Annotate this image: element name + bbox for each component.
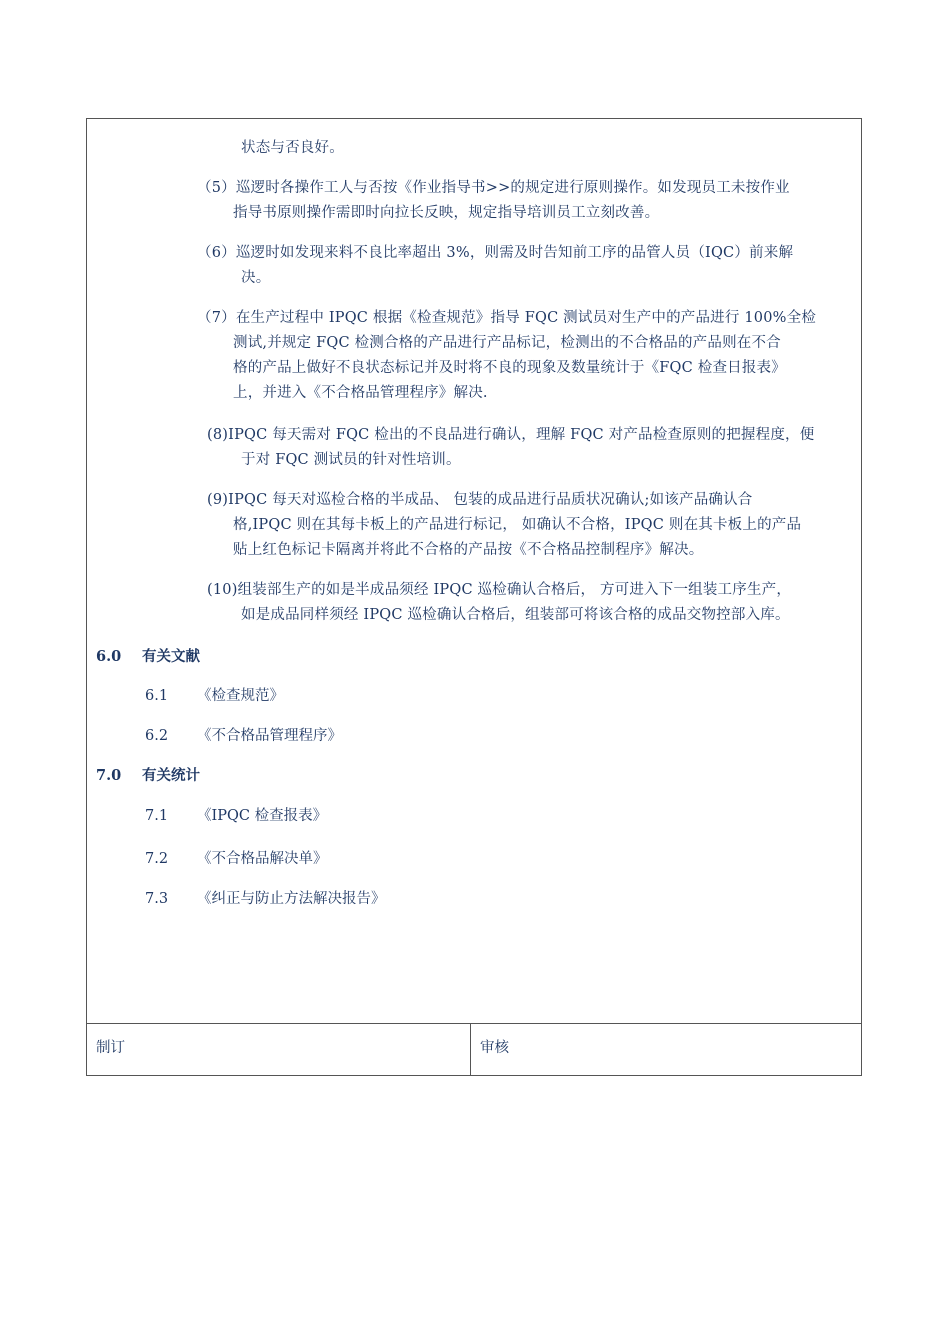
reviewed-by-label: 审核 xyxy=(480,1040,509,1056)
section-6-title: 有关文献 xyxy=(142,648,200,665)
record-item xyxy=(145,803,327,829)
section-7-number: 7.0 xyxy=(96,767,122,784)
reference-item xyxy=(145,723,342,749)
item-9-line-2: 格,IPQC 则在其每卡板上的产品进行标记， 如确认不合格，IPQC 则在其卡板上的产品 xyxy=(233,517,802,533)
reference-number: 6.2 xyxy=(145,728,169,744)
item-7-line-3: 格的产品上做好不良状态标记并及时将不良的现象及数量统计于《FQC 检查日报表》 xyxy=(233,360,786,376)
reference-item xyxy=(145,683,284,709)
item-10-line-1: (10)组装部生产的如是半成品须经 IPQC 巡检确认合格后， 方可进入下一组装工序生产， xyxy=(207,582,792,598)
record-title: 《不合格品解决单》 xyxy=(197,851,328,867)
section-6-heading xyxy=(96,644,200,670)
item-6-line-2: 决。 xyxy=(241,270,271,286)
item-5-line-2: 指导书原则操作需即时向拉长反映，规定指导培训员工立刻改善。 xyxy=(233,205,660,221)
item-7-line-4: 上，并进入《不合格品管理程序》解决. xyxy=(233,385,488,401)
item-4-continuation: 状态与否良好。 xyxy=(241,140,344,156)
item-9-line-1: (9)IPQC 每天对巡检合格的半成品、 包装的成品进行品质状况确认;如该产品确认合 xyxy=(207,492,753,508)
item-7-line-2: 测试,并规定 FQC 检测合格的产品进行产品标记，检测出的不合格品的产品则在不合 xyxy=(233,335,781,351)
prepared-by-label: 制订 xyxy=(96,1040,125,1056)
section-7-heading xyxy=(96,763,200,789)
reviewed-by-cell xyxy=(471,1024,861,1076)
item-10-line-2: 如是成品同样须经 IPQC 巡检确认合格后，组装部可将该合格的成品交物控部入库。 xyxy=(241,607,790,623)
item-8-line-1: (8)IPQC 每天需对 FQC 检出的不良品进行确认，理解 FQC 对产品检查原则的把握程度，便 xyxy=(207,427,815,443)
item-8-line-2: 于对 FQC 测试员的针对性培训。 xyxy=(241,452,461,468)
item-7-line-1: （7）在生产过程中 IPQC 根据《检查规范》指导 FQC 测试员对生产中的产品进行 100%全检 xyxy=(197,310,817,326)
reference-number: 6.1 xyxy=(145,688,169,704)
record-number: 7.2 xyxy=(145,851,169,867)
record-number: 7.1 xyxy=(145,808,169,824)
record-item xyxy=(145,886,386,912)
item-9-line-3: 贴上红色标记卡隔离并将此不合格的产品按《不合格品控制程序》解决。 xyxy=(233,542,704,558)
signoff-row xyxy=(87,1023,861,1076)
item-5-line-1: （5）巡逻时各操作工人与否按《作业指导书>>的规定进行原则操作。如发现员工未按作业 xyxy=(197,180,790,196)
reference-title: 《检查规范》 xyxy=(197,688,284,704)
reference-title: 《不合格品管理程序》 xyxy=(197,728,342,744)
record-item xyxy=(145,846,328,872)
section-7-title: 有关统计 xyxy=(142,767,200,784)
record-number: 7.3 xyxy=(145,891,169,907)
document-content xyxy=(87,119,861,1023)
prepared-by-cell xyxy=(87,1024,471,1076)
item-6-line-1: （6）巡逻时如发现来料不良比率超出 3%，则需及时告知前工序的品管人员（IQC）前来解 xyxy=(197,245,794,261)
record-title: 《IPQC 检查报表》 xyxy=(197,808,328,824)
document-frame xyxy=(86,118,862,1076)
record-title: 《纠正与防止方法解决报告》 xyxy=(197,891,386,907)
section-6-number: 6.0 xyxy=(96,648,122,665)
